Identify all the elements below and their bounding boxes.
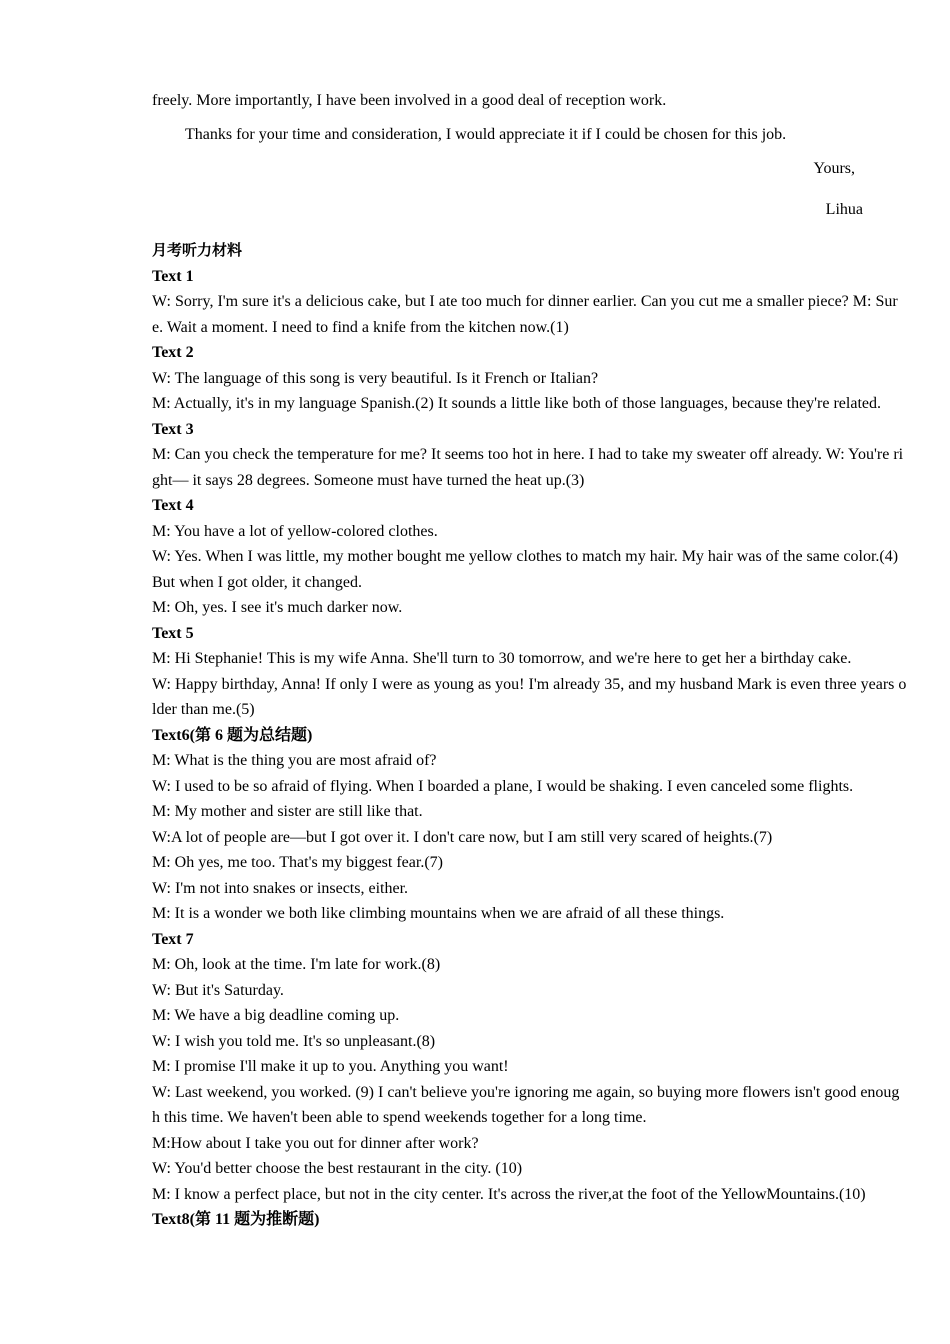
listening-title: 月考听力材料 [152,241,243,259]
dialogue-line: M: I promise I'll make it up to you. Anything you want! [152,1058,509,1075]
text-heading: Text6(第 6 题为总结题) [152,726,313,744]
text-heading: Text 4 [152,497,194,514]
dialogue-line: M: Oh yes, me too. That's my biggest fear.(7) [152,854,443,871]
dialogue-line: M:How about I take you out for dinner after work? [152,1134,479,1152]
dialogue-line: W:A lot of people are—but I got over it. I don't care now, but I am still very scared of heights.(7) [152,828,773,846]
text-heading: Text 7 [152,930,194,948]
document-page [152,88,907,1233]
text-heading: Text8(第 11 题为推断题) [152,1211,320,1228]
dialogue-line: M: We have a big deadline coming up. [152,1007,400,1024]
dialogue-line: M: Can you check the temperature for me? It seems too hot in here. I had to take my sweater off already. W: You're right— it says 28 degrees. Someone must have turned the heat up.(3) [152,446,904,489]
dialogue-line: W: You'd better choose the best restaurant in the city. (10) [152,1160,523,1177]
text-heading: Text 1 [152,267,194,285]
dialogue-line: W: Sorry, I'm sure it's a delicious cake, but I ate too much for dinner earlier. Can you cut me a smaller piece? M: Sure. Wait a moment. I need to find a knife from the kitchen now.(1) [152,293,898,336]
dialogue-line: M: You have a lot of yellow-colored clothes. [152,522,438,540]
letter-sign-off: Yours, [813,160,855,177]
dialogue-line: M: What is the thing you are most afraid of? [152,752,437,769]
dialogue-line: M: I know a perfect place, but not in the city center. It's across the river,at the foot of the YellowMountains.(10) [152,1185,866,1203]
dialogue-line: M: Actually, it's in my language Spanish.(2) It sounds a little like both of those languages, because they're related. [152,395,881,412]
letter-closing-paragraph: Thanks for your time and consideration, I would appreciate it if I could be chosen for this job. [185,126,787,143]
dialogue-line: M: It is a wonder we both like climbing mountains when we are afraid of all these things. [152,905,725,922]
dialogue-line: M: Hi Stephanie! This is my wife Anna. She'll turn to 30 tomorrow, and we're here to get her a birthday cake. [152,650,852,667]
letter-continuation: freely. More importantly, I have been involved in a good deal of reception work. [152,92,667,109]
dialogue-line: W: But it's Saturday. [152,981,284,999]
dialogue-line: W: Last weekend, you worked. (9) I can't believe you're ignoring me again, so buying more flowers isn't good enough this time. We haven't been able to spend weekends together for a long time. [152,1083,900,1126]
text-heading: Text 2 [152,344,194,361]
dialogue-line: W: I'm not into snakes or insects, either. [152,879,409,897]
dialogue-line: W: Happy birthday, Anna! If only I were as young as you! I'm already 35, and my husband Mark is even three years older than me.(5) [152,675,907,718]
dialogue-line: M: My mother and sister are still like that. [152,803,423,820]
dialogue-line: W: I wish you told me. It's so unpleasant.(8) [152,1032,436,1050]
dialogue-line: W: Yes. When I was little, my mother bought me yellow clothes to match my hair. My hair was of the same color.(4) But when I got older, it changed. [152,548,899,591]
dialogue-line: W: The language of this song is very beautiful. Is it French or Italian? [152,369,599,387]
dialogue-line: M: Oh, look at the time. I'm late for work.(8) [152,956,441,973]
dialogue-line: M: Oh, yes. I see it's much darker now. [152,599,403,616]
text-heading: Text 5 [152,624,194,642]
text-heading: Text 3 [152,420,194,438]
dialogue-line: W: I used to be so afraid of flying. When I boarded a plane, I would be shaking. I even canceled some flights. [152,777,854,795]
letter-signature: Lihua [825,201,863,218]
